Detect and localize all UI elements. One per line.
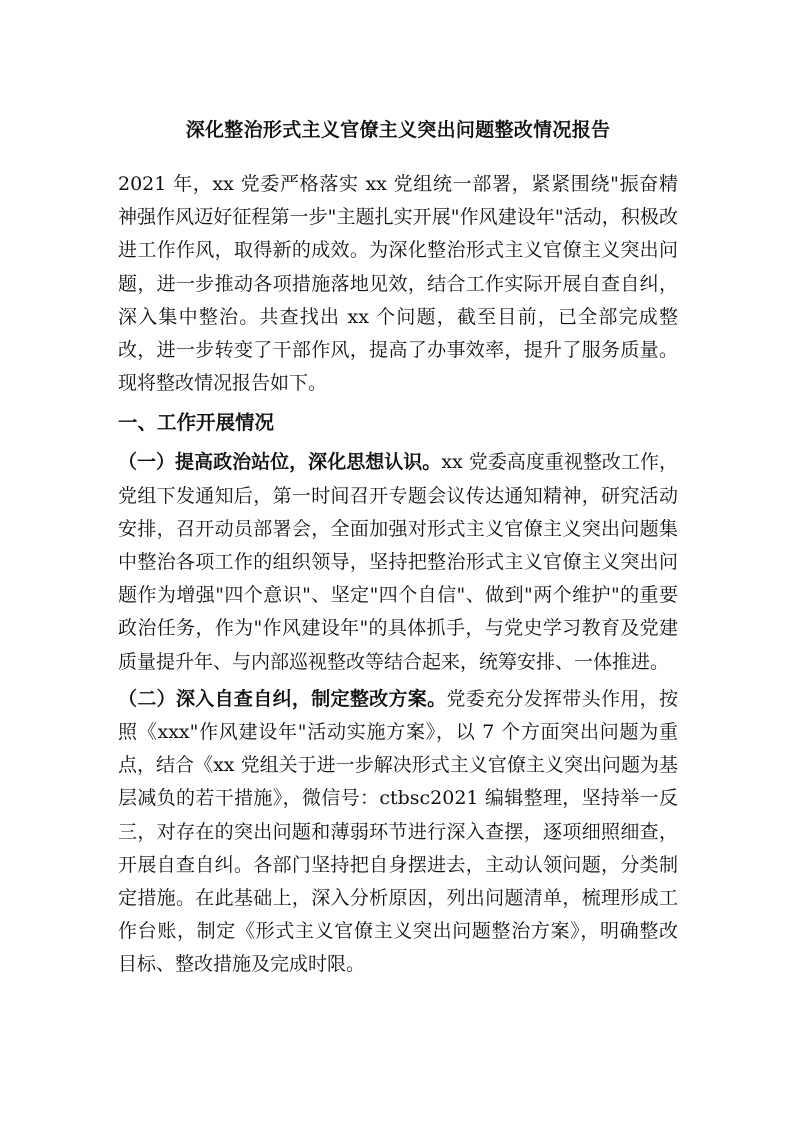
item-2-body: 党委充分发挥带头作用，按照《xxx"作风建设年"活动实施方案》，以 7 个方面突出问题为重点，结合《xx 党组关于进一步解决形式主义官僚主义突出问题为基层减负的若干措施》，微信号：ctbsc2021 编辑整理，坚持举一反三，对存在的突出问题和薄弱环节进行深入查摆，逐项细照细查，开展自查自纠。各部门坚持把自身摆进去，主动认领问题，分类制定措施。在此基础上，深入分析原因，列出问题清单，梳理形成工作台账，制定《形式主义官僚主义突出问题整治方案》，明确整改目标、整改措施及完成时限。 — [118, 687, 678, 976]
item-1-body: xx 党委高度重视整改工作，党组下发通知后，第一时间召开专题会议传达通知精神，研究活动安排，召开动员部署会，全面加强对形式主义官僚主义突出问题集中整治各项工作的组织领导，坚持把整治形式主义官僚主义突出问题作为增强"四个意识"、坚定"四个自信"、做到"两个维护"的重要政治任务，作为"作风建设年"的具体抓手，与党史学习教育及党建质量提升年、与内部巡视整改等结合起来，统筹安排、一体推进。 — [118, 451, 678, 673]
document-page — [118, 112, 678, 982]
item-1-paragraph — [118, 446, 678, 678]
item-2-paragraph — [118, 683, 678, 982]
section-heading-work-progress: 一、工作开展情况 — [118, 411, 275, 435]
document-title: 深化整治形式主义官僚主义突出问题整改情况报告 — [185, 119, 611, 141]
item-1-lead: （一）提高政治站位，深化思想认识。 — [118, 451, 442, 474]
intro-paragraph: 2021 年，xx 党委严格落实 xx 党组统一部署，紧紧围绕"振奋精神强作风迈好征程第一步"主题扎实开展"作风建设年"活动，积极改进工作作风，取得新的成效。为深化整治形式主义官僚主义突出问题，进一步推动各项措施落地见效，结合工作实际开展自查自纠，深入集中整治。共查找出 xx 个问题，截至目前，已全部完成整改，进一步转变了干部作风，提高了办事效率，提升了服务质量。现将整改情况报告如下。 — [118, 173, 678, 395]
item-2-lead: （二）深入自查自纠，制定整改方案。 — [118, 687, 447, 710]
